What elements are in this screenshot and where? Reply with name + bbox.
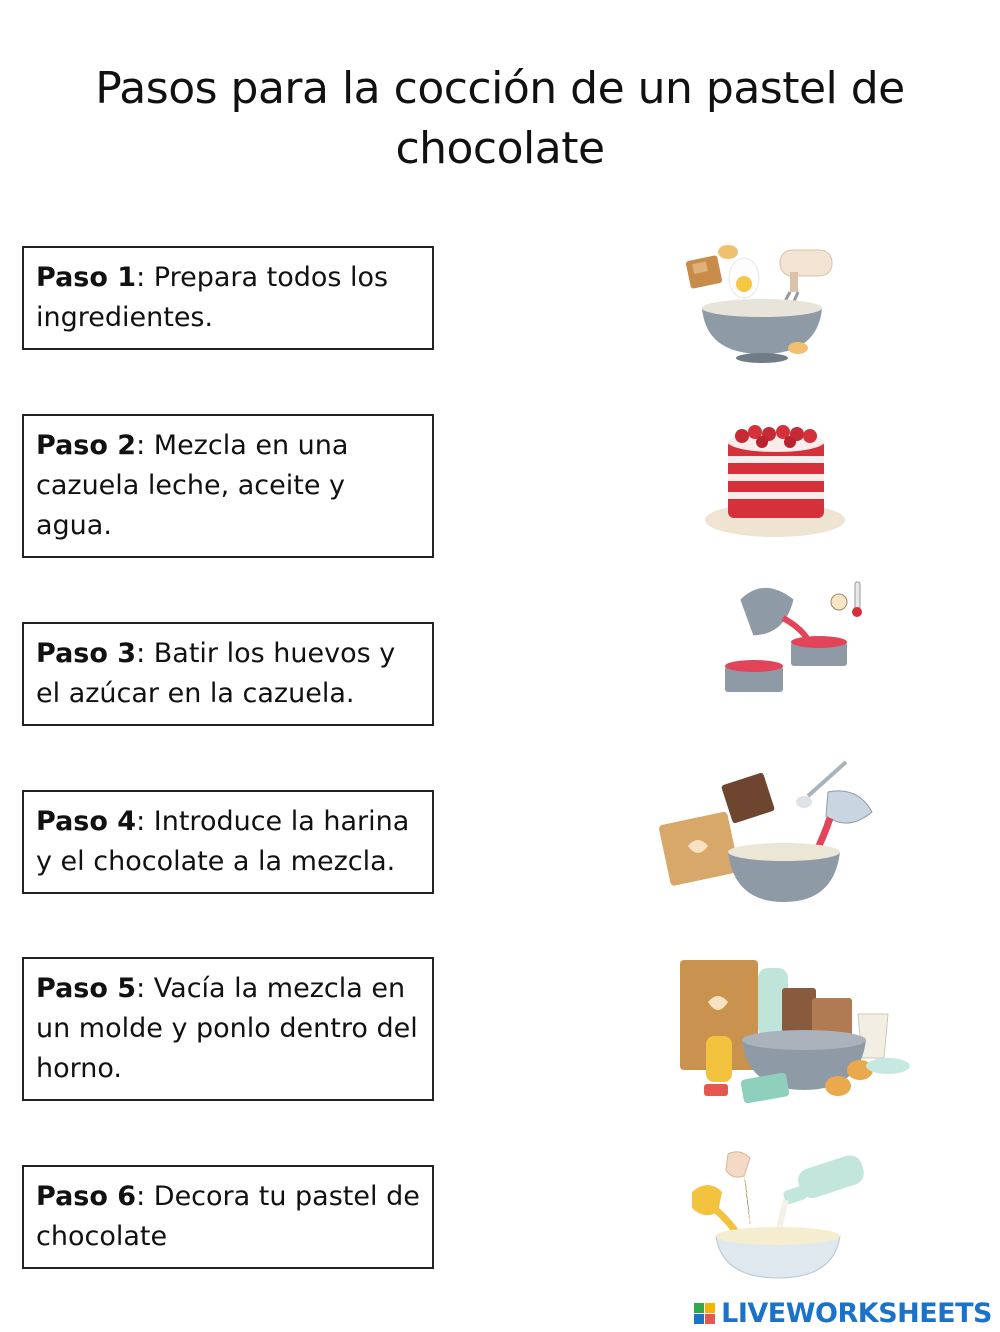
baking-ingredients-icon[interactable]: [672, 954, 922, 1114]
mixing-bowl-mixer-icon[interactable]: [680, 236, 845, 371]
step-4-box[interactable]: [22, 790, 434, 894]
step-2-box[interactable]: [22, 414, 434, 558]
liveworksheets-icon: [694, 1303, 715, 1324]
flour-cocoa-bowl-icon[interactable]: [658, 756, 883, 906]
step-6-box[interactable]: [22, 1165, 434, 1269]
step-text: : Mezcla en una cazuela leche, aceite y agua.: [36, 430, 349, 541]
step-text: : Introduce la harina y el chocolate a la mezcla.: [36, 806, 410, 877]
pouring-liquids-bowl-icon[interactable]: [680, 1140, 870, 1280]
step-5-box[interactable]: [22, 957, 434, 1101]
pouring-into-cake-pans-icon[interactable]: [715, 568, 875, 708]
brand-name: LIVEWORKSHEETS: [721, 1297, 992, 1329]
step-3-box[interactable]: [22, 622, 434, 726]
step-label: Paso 6: [36, 1181, 137, 1212]
step-label: Paso 4: [36, 806, 137, 837]
step-text: : Vacía la mezcla en un molde y ponlo dentro del horno.: [36, 973, 418, 1084]
step-text: : Batir los huevos y el azúcar en la cazuela.: [36, 638, 396, 709]
step-1-box[interactable]: [22, 246, 434, 350]
strawberry-layer-cake-icon[interactable]: [700, 412, 850, 544]
liveworksheets-logo[interactable]: [694, 1298, 992, 1328]
step-text: : Decora tu pastel de chocolate: [36, 1181, 420, 1252]
step-label: Paso 1: [36, 262, 137, 293]
step-label: Paso 3: [36, 638, 137, 669]
step-label: Paso 2: [36, 430, 137, 461]
page-title: Pasos para la cocción de un pastel de chocolate: [95, 63, 905, 175]
step-label: Paso 5: [36, 973, 137, 1004]
step-text: : Prepara todos los ingredientes.: [36, 262, 389, 333]
